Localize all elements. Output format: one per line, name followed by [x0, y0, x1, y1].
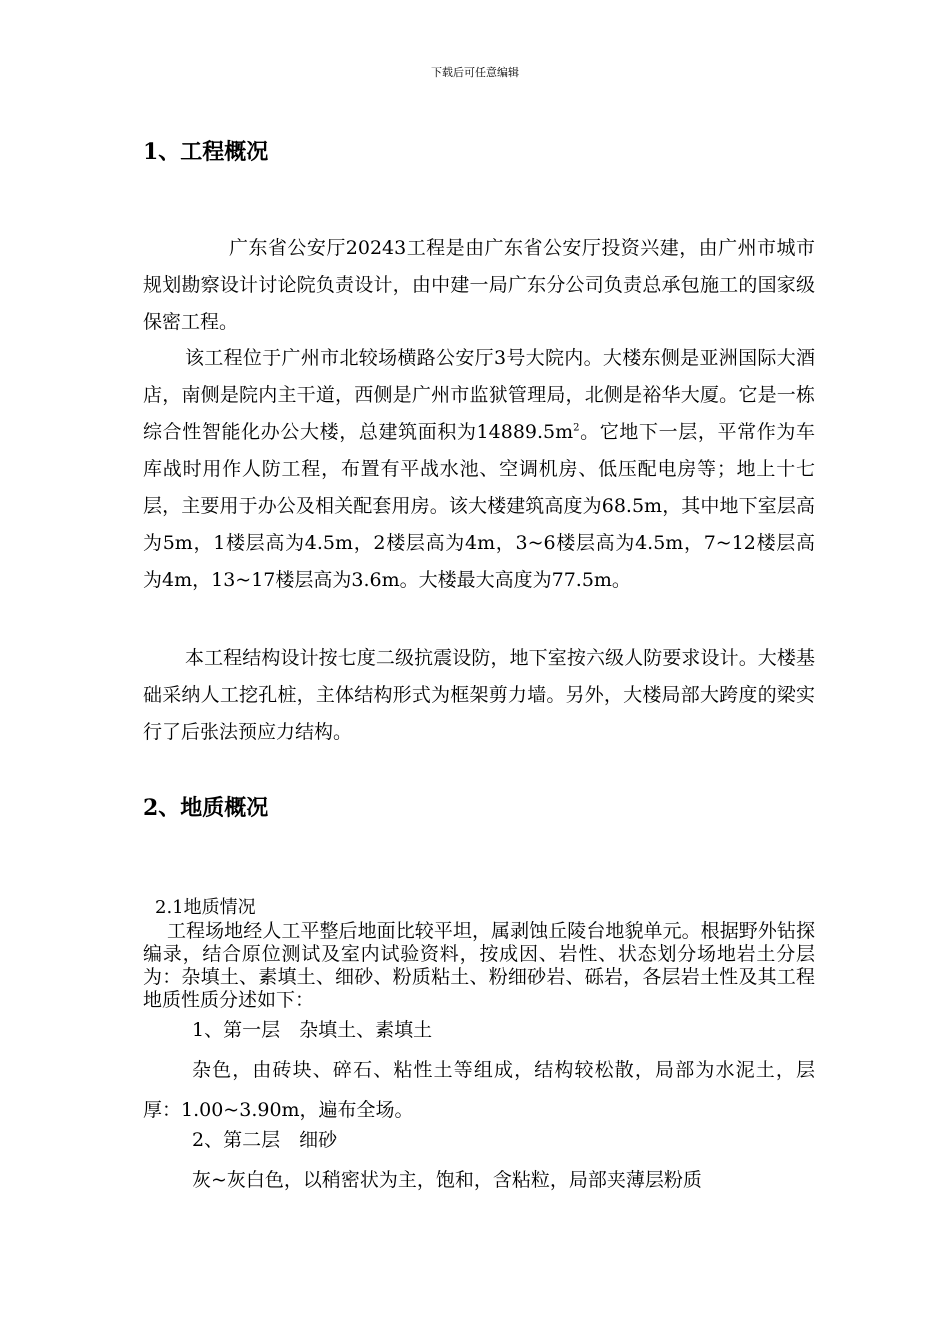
subsection-2-1-title: 2.1地质情况 — [155, 897, 256, 918]
section-2-intro-paragraph: 工程场地经人工平整后地面比较平坦，属剥蚀丘陵台地貌单元。根据野外钻探编录，结合原位测试及室内试验资料，按成因、岩性、状态划分场地岩土分层为：杂填土、素填土、细砂、粉质粘土、粉细砂岩、砾岩，各层岩土性及其工程地质性质分述如下： — [143, 920, 815, 1011]
section-1-paragraph-3: 本工程结构设计按七度二级抗震设防，地下室按六级人防要求设计。大楼基础采纳人工挖孔桩，主体结构形式为框架剪力墙。另外，大楼局部大跨度的梁实行了后张法预应力结构。 — [143, 647, 815, 743]
page-header-note: 下载后可任意编辑 — [431, 66, 519, 79]
section-1-paragraph-1: 广东省公安厅20243工程是由广东省公安厅投资兴建，由广州市城市规划勘察设计讨论院负责设计，由中建一局广东分公司负责总承包施工的国家级保密工程。 — [143, 237, 815, 333]
section-2-title: 2、地质概况 — [143, 795, 269, 821]
layer-1-description: 杂色，由砖块、碎石、粘性土等组成，结构较松散，局部为水泥土，层厚：1.00~3.90m，遍布全场。 — [143, 1059, 815, 1121]
paragraph-2-text-a: 该工程位于广州市北较场横路公安厅3号大院内。大楼东侧是亚洲国际大酒店，南侧是院内主干道，西侧是广州市监狱管理局，北侧是裕华大厦。它是一栋综合性智能化办公大楼，总建筑面积为14889.5m — [143, 347, 815, 443]
section-1-title: 1、工程概况 — [143, 139, 269, 165]
area-unit-superscript: 2 — [573, 422, 580, 434]
layer-2-title: 2、第二层 细砂 — [192, 1129, 338, 1151]
layer-2-description: 灰~灰白色，以稍密状为主，饱和，含粘粒，局部夹薄层粉质 — [192, 1169, 702, 1191]
paragraph-2-text-b: 。它地下一层，平常作为车库战时用作人防工程，布置有平战水池、空调机房、低压配电房等；地上十七层，主要用于办公及相关配套用房。该大楼建筑高度为68.5m，其中地下室层高为5m，1楼层高为4.5m，2楼层高为4m，3~6楼层高为4.5m，7~12楼层高为4m，13~17楼层高为3.6m。大楼最大高度为77.5m。 — [143, 421, 815, 591]
layer-1-title: 1、第一层 杂填土、素填土 — [192, 1019, 433, 1041]
section-1-paragraph-2 — [143, 340, 815, 599]
